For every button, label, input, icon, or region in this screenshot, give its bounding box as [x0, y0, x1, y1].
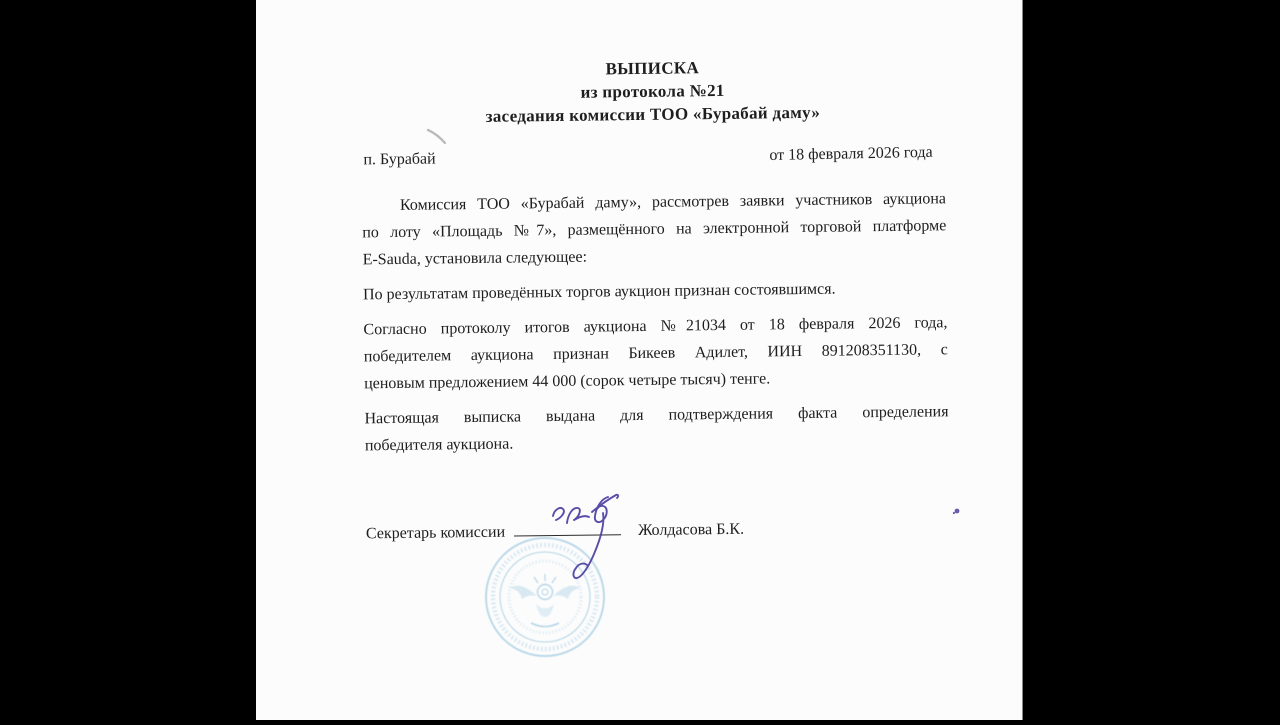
paragraph-line: Комиссия ТОО «Бурабай даму», рассмотрев заявки участников аукциона — [399, 190, 947, 214]
paragraph-line: E-Sauda, установила следующее: — [362, 248, 588, 269]
paragraph-line: ценовым предложением 44 000 (сорок четыре тысяч) тенге. — [364, 370, 771, 393]
scanned-document-page — [256, 0, 1023, 720]
paragraph-line: По результатам проведённых торгов аукцион признан состоявшимся. — [362, 280, 836, 304]
document-content — [253, 0, 1028, 725]
document-title — [253, 52, 1020, 130]
title-protocol-number: из протокола №21 — [580, 80, 725, 102]
paragraph-line: Настоящая выписка выдана для подтверждения факта определения — [364, 403, 949, 428]
signatory-name: Жолдасова Б.К. — [637, 520, 745, 540]
meta-row — [254, 138, 1020, 174]
title-meeting: заседания комиссии ТОО «Бурабай даму» — [485, 102, 821, 126]
date-label: от 18 февраля 2026 года — [768, 143, 933, 165]
paragraph-purpose — [364, 398, 949, 459]
paragraph-line: по лоту «Площадь №7», размещённого на электронной торговой платформе — [362, 217, 947, 242]
document-body — [255, 184, 1024, 460]
title-doc-type: ВЫПИСКА — [605, 58, 700, 79]
paragraph-winner — [363, 309, 948, 397]
paragraph-line: победителем аукциона признан Бикеев Адилет, ИИН 891208351130, с — [363, 341, 948, 366]
signature-row — [259, 515, 1025, 546]
paragraph-result — [363, 274, 947, 308]
place-label: п. Бурабай — [363, 150, 436, 169]
signatory-role: Секретарь комиссии — [365, 523, 506, 543]
paragraph-line: Согласно протоколу итогов аукциона №21034 от 18 февраля 2026 года, — [363, 314, 948, 339]
paragraph-commission — [362, 185, 947, 273]
paragraph-line: победителя аукциона. — [364, 435, 514, 455]
signature-line — [514, 520, 621, 536]
